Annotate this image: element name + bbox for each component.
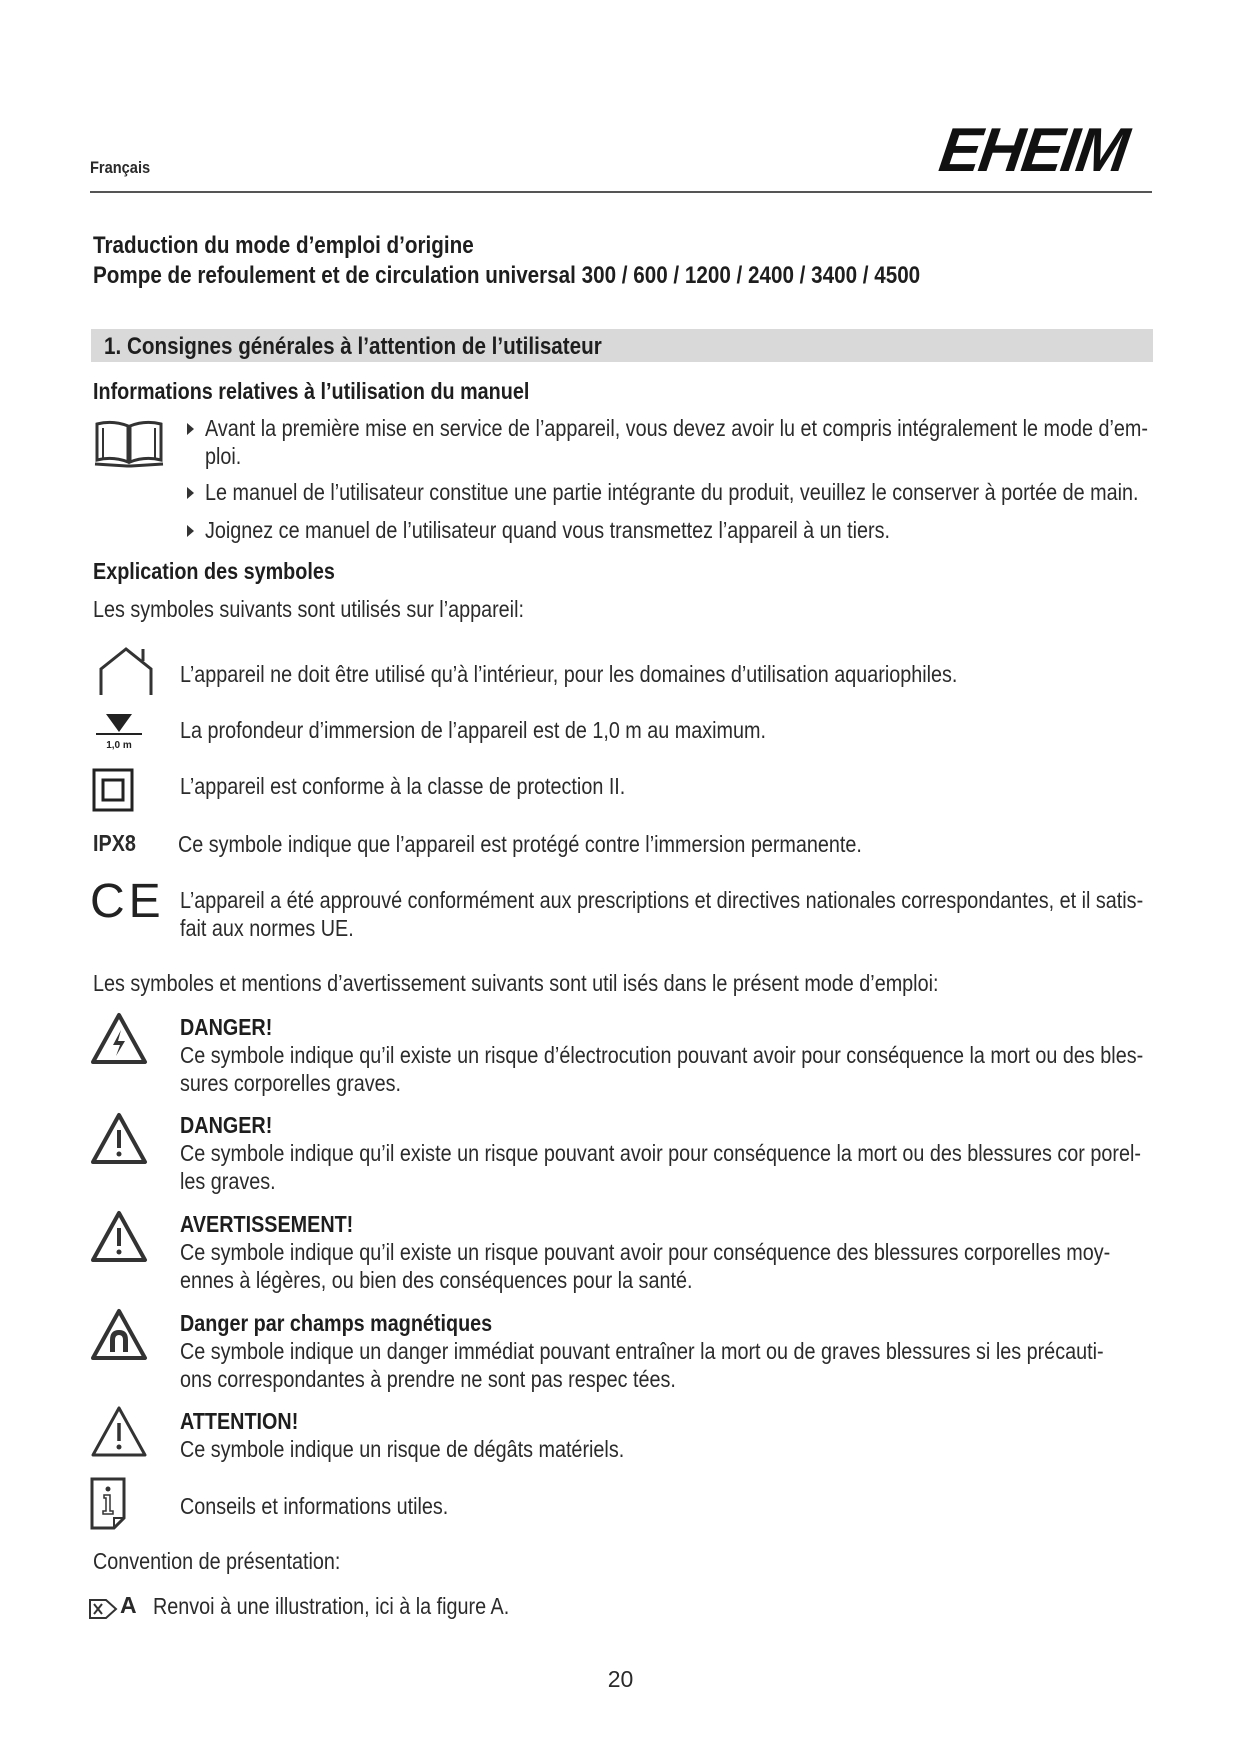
danger-icon bbox=[90, 1112, 148, 1166]
symbols-intro: Les symboles suivants sont utilisés sur l’appareil: bbox=[93, 596, 524, 622]
bullet-icon bbox=[187, 525, 194, 537]
house-icon bbox=[93, 645, 159, 697]
list-item: Avant la première mise en service de l’appareil, vous devez avoir lu et compris intégralement le mode d’em- ploi. bbox=[205, 414, 1241, 470]
product-title: Pompe de refoulement et de circulation universal 300 / 600 / 1200 / 2400 / 3400 / 4500 bbox=[93, 262, 921, 289]
ce-mark-icon: CE bbox=[90, 875, 165, 928]
page-number: 20 bbox=[607, 1666, 634, 1692]
tips-text: Conseils et informations utiles. bbox=[180, 1493, 449, 1519]
electric-danger-icon bbox=[90, 1012, 148, 1066]
warning-item: AVERTISSEMENT! Ce symbole indique qu’il existe un risque pouvant avoir pour conséquence des blessures corporelles moy- ennes à légères, ou bien des conséquences pour la santé. bbox=[180, 1211, 1111, 1293]
magnetic-field-icon bbox=[90, 1308, 148, 1362]
figure-reference-text: Renvoi à une illustration, ici à la figure A. bbox=[153, 1593, 510, 1619]
language-label: Français bbox=[90, 158, 151, 177]
list-item: Le manuel de l’utilisateur constitue une partie intégrante du produit, veuillez le conserver à portée de main. bbox=[205, 478, 1241, 506]
document-title: Traduction du mode d’emploi d’origine bbox=[93, 232, 474, 259]
symbols-heading: Explication des symboles bbox=[93, 558, 335, 584]
figure-reference-icon bbox=[88, 1598, 118, 1620]
info-document-icon bbox=[88, 1476, 128, 1530]
depth-text: La profondeur d’immersion de l’appareil est de 1,0 m au maximum. bbox=[180, 717, 766, 743]
figure-reference-letter: A bbox=[120, 1592, 137, 1618]
manual-info-heading: Informations relatives à l’utilisation du manuel bbox=[93, 378, 530, 404]
warning-item: DANGER! Ce symbole indique qu’il existe un risque pouvant avoir pour conséquence la mort ou des blessures cor porel- les graves. bbox=[180, 1112, 1141, 1194]
section-heading: 1. Consignes générales à l’attention de l’utilisateur bbox=[104, 333, 602, 360]
warnings-intro: Les symboles et mentions d’avertissement suivants sont util isés dans le présent mode d’emploi: bbox=[93, 970, 939, 996]
warning-item: ATTENTION! Ce symbole indique un risque de dégâts matériels. bbox=[180, 1408, 625, 1462]
warning-icon bbox=[90, 1210, 148, 1264]
bullet-icon bbox=[187, 423, 194, 435]
list-item: Joignez ce manuel de l’utilisateur quand vous transmettez l’appareil à un tiers. bbox=[205, 516, 1002, 544]
header-divider bbox=[90, 191, 1152, 193]
ipx8-label: IPX8 bbox=[93, 830, 136, 856]
svg-text:1,0 m: 1,0 m bbox=[106, 740, 132, 751]
warning-item: Danger par champs magnétiques Ce symbole indique un danger immédiat pouvant entraîner la mort ou de graves blessures si les précauti- ons correspondantes à prendre ne sont pas respec tées. bbox=[180, 1310, 1104, 1392]
ce-text: L’appareil a été approuvé conformément aux prescriptions et directives nationales correspondantes, et il satis- fait aux normes UE. bbox=[180, 887, 1144, 941]
convention-heading: Convention de présentation: bbox=[93, 1548, 341, 1574]
ipx8-text: Ce symbole indique que l’appareil est protégé contre l’immersion permanente. bbox=[178, 831, 862, 857]
indoor-text: L’appareil ne doit être utilisé qu’à l’intérieur, pour les domaines d’utilisation aquariophiles. bbox=[180, 661, 958, 687]
book-icon bbox=[93, 418, 165, 470]
caution-icon bbox=[90, 1405, 148, 1459]
immersion-depth-icon bbox=[92, 712, 148, 754]
brand-logo: EHEIM bbox=[935, 116, 1132, 185]
warning-item: DANGER! Ce symbole indique qu’il existe un risque d’électrocution pouvant avoir pour conséquence la mort ou des bles- sures corporelles graves. bbox=[180, 1014, 1144, 1096]
bullet-icon bbox=[187, 487, 194, 499]
class-ii-text: L’appareil est conforme à la classe de protection II. bbox=[180, 773, 626, 799]
class-ii-icon bbox=[92, 768, 134, 812]
section-heading-bar bbox=[91, 329, 1153, 362]
